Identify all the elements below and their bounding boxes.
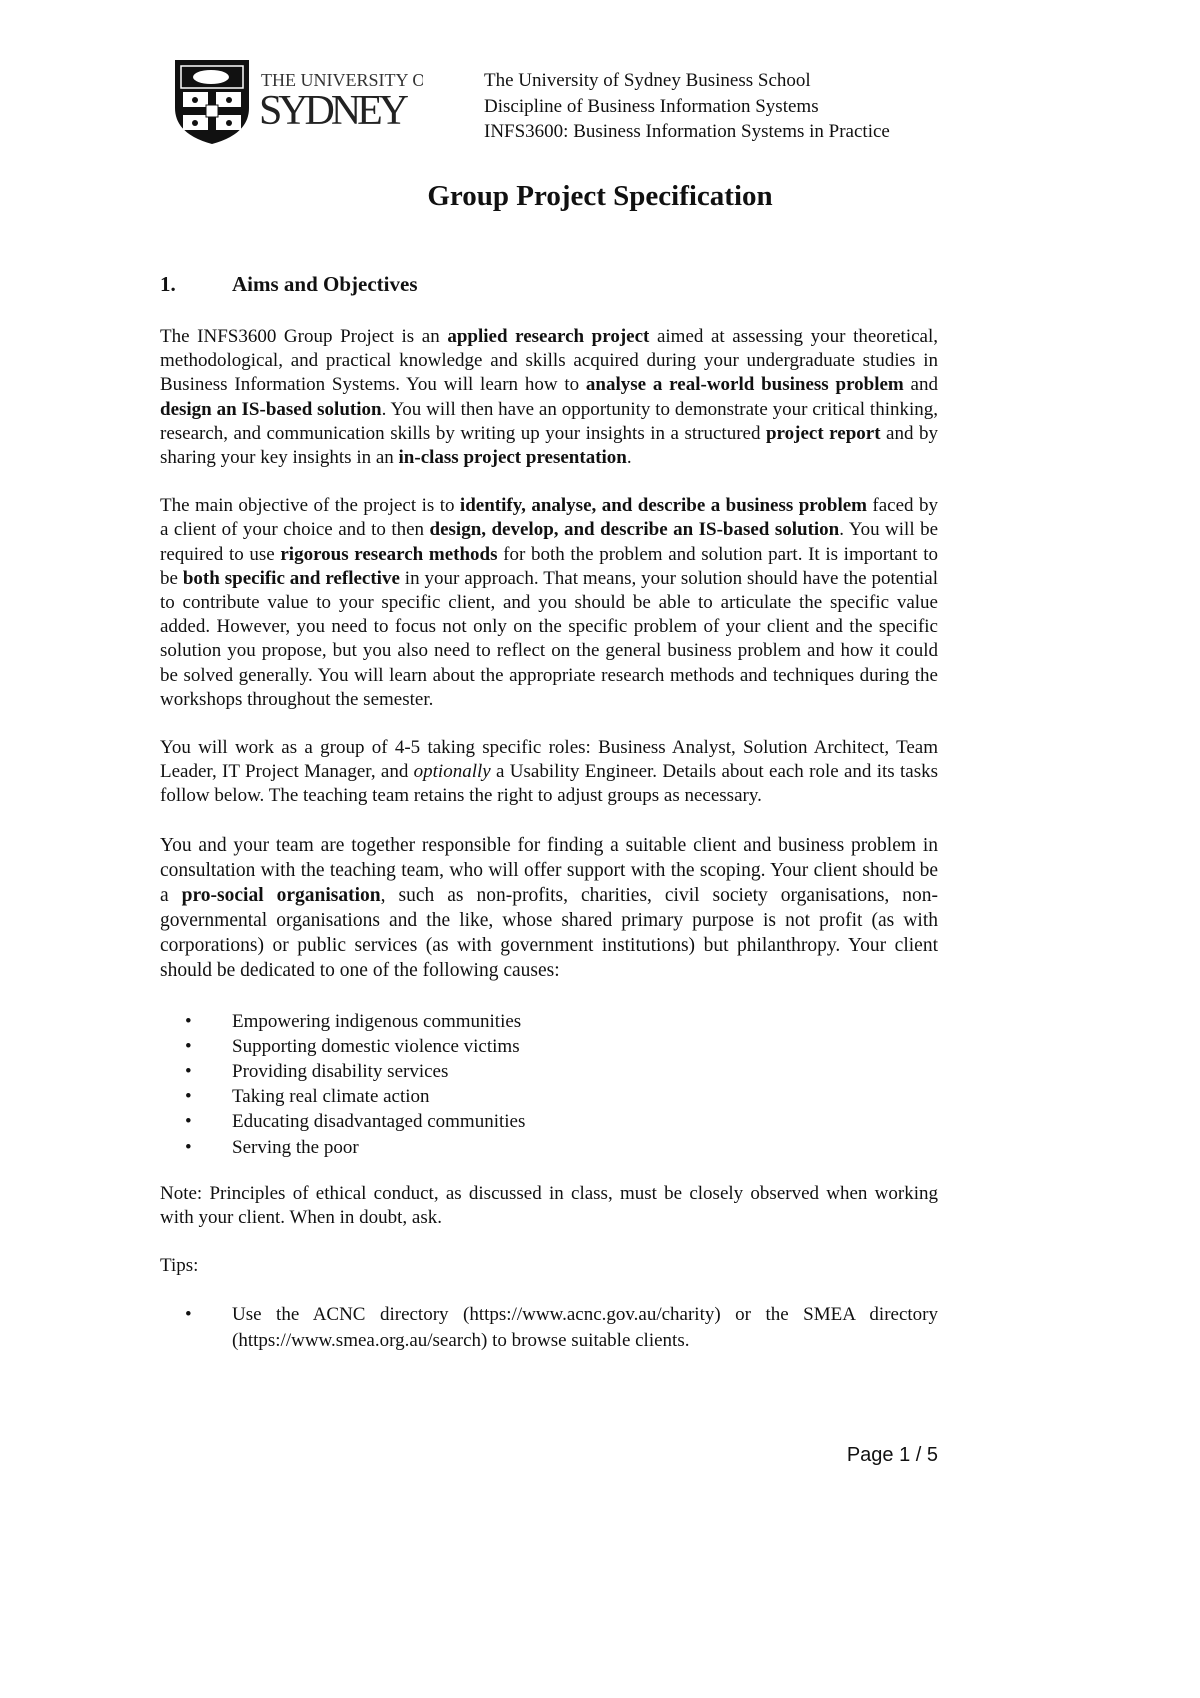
text-run: in your approach. That means, your solution should have the potential to contribute value to your specific client, and you should be able to articulate the specific value added. However, you need to focus not only on the specific problem of your client and the specific solution you propose, but you also need to reflect on the general business problem and how it could be solved generally. You will learn about the appropriate research methods and techniques during the workshops throughout the semester. — [160, 567, 938, 710]
section-number: 1. — [160, 272, 176, 296]
header-course: INFS3600: Business Information Systems in Practice — [484, 121, 890, 142]
list-item: • Supporting domestic violence victims — [160, 1034, 938, 1059]
text-run: The INFS3600 Group Project is an — [160, 326, 448, 347]
page-number: Page 1 / 5 — [846, 1444, 938, 1466]
bold-text: in-class project presentation — [398, 447, 627, 469]
paragraph — [160, 494, 938, 712]
university-logo — [173, 58, 423, 144]
paragraph — [160, 833, 938, 983]
bold-text: project report — [765, 422, 881, 444]
text-run: You will work as a group of 4-5 taking specific roles: Business Analyst, Solution Architect, Team Leader, IT Project Manager, and — [160, 737, 938, 783]
text-run: aimed at assessing your theoretical, methodological, and practical knowledge and skills acquired during your undergraduate studies in Business Information Systems. You will learn how to — [160, 326, 938, 396]
bold-text: applied research project — [447, 326, 650, 347]
text-run: . You will then have an opportunity to demonstrate your critical thinking, research, and communication skills by writing up your insights in a structured — [160, 398, 939, 444]
text-run: You and your team are together responsible for finding a suitable client and business problem in consultation with the teaching team, who will offer support with the scoping. Your client should be a — [160, 834, 938, 906]
bold-text: both specific and reflective — [182, 567, 400, 589]
bold-text: analyse a real-world business problem — [585, 374, 904, 396]
header-discipline: Discipline of Business Information Systems — [484, 95, 819, 117]
bold-text: design an IS-based solution — [160, 398, 382, 420]
bold-text: rigorous research methods — [280, 543, 498, 565]
bold-text: identify, analyse, and describe a business problem — [459, 495, 867, 517]
paragraph — [160, 736, 938, 809]
bold-text: design, develop, and describe an IS-based solution — [429, 519, 840, 541]
document-header — [484, 68, 890, 145]
text-run: for both the problem and solution part. It is important to be — [160, 543, 938, 589]
section-title: Aims and Objectives — [232, 272, 418, 296]
bold-text: pro-social organisation — [181, 884, 381, 906]
list-item: • Use the ACNC directory (https://www.acnc.gov.au/charity) or the SMEA directory (https://www.smea.org.au/search) to browse suitable clients. — [160, 1302, 938, 1352]
page-title: Group Project Specification — [427, 180, 773, 212]
list-item: • Serving the poor — [160, 1135, 938, 1160]
text-run: faced by a client of your choice and to then — [160, 495, 938, 541]
list-item: • Empowering indigenous communities — [160, 1009, 938, 1034]
header-school: The University of Sydney Business School — [484, 70, 811, 91]
causes-list — [160, 1009, 938, 1160]
text-run: and by sharing your key insights in an — [160, 422, 938, 469]
text-run: , such as non-profits, charities, civil society organisations, non-governmental organisations and the like, whose shared primary purpose is not profit (as with corporations) or public services (as with government institutions) but philanthropy. Your client should be dedicated to one of the following causes: — [160, 884, 939, 981]
text-run: The main objective of the project is to — [160, 495, 460, 517]
list-item: • Taking real climate action — [160, 1084, 938, 1109]
text-run: a Usability Engineer. Details about each role and its tasks follow below. The teaching team retains the right to adjust groups as necessary. — [160, 761, 938, 807]
section-heading — [160, 272, 418, 297]
ethics-note: Note: Principles of ethical conduct, as discussed in class, must be closely observed when working with your client. When in doubt, ask. — [160, 1182, 938, 1229]
paragraph — [160, 325, 938, 470]
italic-text: optionally — [413, 761, 491, 783]
list-item: • Providing disability services — [160, 1059, 938, 1084]
tips-list — [160, 1302, 938, 1352]
text-run: and — [903, 374, 938, 396]
svg-text:SYDNEY: SYDNEY — [259, 88, 409, 134]
text-run: . — [626, 447, 632, 469]
document-body — [160, 325, 938, 1353]
svg-text:THE UNIVERSITY OF: THE UNIVERSITY OF — [261, 70, 423, 90]
text-run: . You will be required to use — [160, 519, 939, 565]
tips-label: Tips: — [160, 1255, 199, 1277]
list-item: • Educating disadvantaged communities — [160, 1109, 938, 1134]
